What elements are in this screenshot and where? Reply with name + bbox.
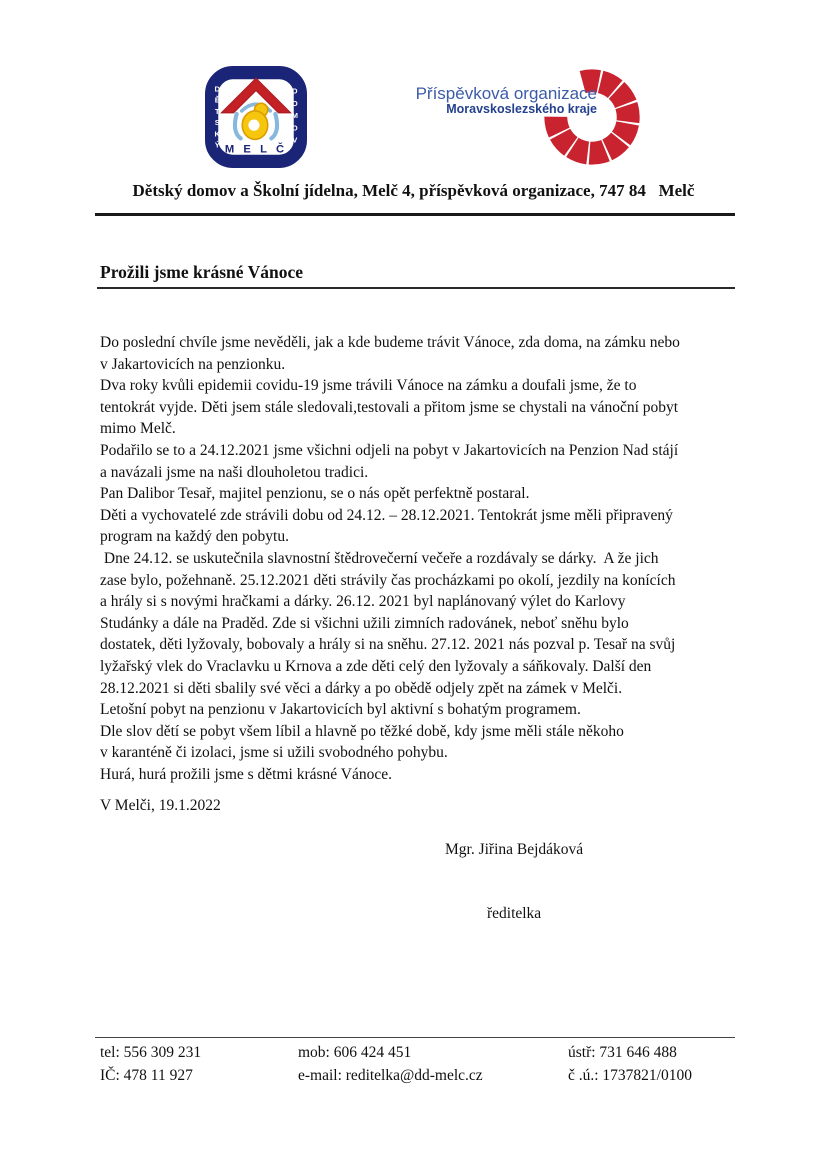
body-line: Děti a vychovatelé zde strávili dobu od 24.12. – 28.12.2021. Tentokrát jsme měli připravený <box>100 506 673 524</box>
organization-header: Dětský domov a Školní jídelna, Melč 4, příspěvková organizace, 747 84 Melč <box>132 181 695 200</box>
footer-mob: mob: 606 424 451 <box>298 1044 412 1061</box>
body-line: Dva roky kvůli epidemii covidu-19 jsme trávili Vánoce na zámku a doufali jsme, že to <box>100 377 637 395</box>
letter-body <box>100 332 760 968</box>
body-lines <box>100 332 760 785</box>
body-line: 28.12.2021 si děti sbalily své věci a dárky a po obědě odjely zpět na zámek v Melči. <box>100 679 623 697</box>
body-line: Do poslední chvíle jsme nevěděli, jak a kde budeme trávit Vánoce, zda doma, na zámku nebo <box>100 334 680 351</box>
body-line: Dne 24.12. se uskutečnila slavnostní štědrovečerní večeře a rozdávaly se dárky. A že jich <box>100 549 659 567</box>
body-line: zase bylo, požehnaně. 25.12.2021 děti strávily čas procházkami po okolí, jezdily na konících <box>100 571 676 589</box>
svg-text:D: D <box>214 84 220 94</box>
prispevkova-organizace-label <box>416 85 597 116</box>
title-underline <box>97 287 735 289</box>
footer-email: e-mail: reditelka@dd-melc.cz <box>298 1067 483 1084</box>
document-title: Prožili jsme krásné Vánoce <box>100 262 304 282</box>
svg-text:V: V <box>292 135 298 145</box>
body-line: v Jakartovicích na penzionku. <box>100 355 286 373</box>
body-line: tentokrát vyjde. Děti jsem stále sledovali,testovali a přitom jsme se chystali na vánoční pobyt <box>100 398 679 416</box>
body-line: Dle slov dětí se pobyt všem líbil a hlavně po těžké době, kdy jsme měli stále někoho <box>100 722 624 740</box>
body-line: a hrály si s novými hračkami a dárky. 26.12. 2021 byl naplánovaný výlet do Karlovy <box>100 593 626 611</box>
svg-text:Ě: Ě <box>214 95 220 105</box>
footer-tel: tel: 556 309 231 <box>100 1044 202 1061</box>
moravskoslezsky-kraj-ring-icon <box>537 62 647 172</box>
svg-text:O: O <box>291 123 298 133</box>
body-line: mimo Melč. <box>100 420 176 438</box>
body-line: lyžařský vlek do Vraclavku u Krnova a zde děti celý den lyžovaly a sáňkovaly. Další den <box>100 657 652 675</box>
prispevkova-organizace-line1: Příspěvková organizace <box>415 84 597 103</box>
svg-text:Ý: Ý <box>214 140 220 150</box>
footer-ustr: ústř: 731 646 488 <box>568 1044 677 1061</box>
logo-melc-text: M E L Č <box>224 143 288 156</box>
svg-text:T: T <box>214 106 220 116</box>
svg-text:K: K <box>214 129 220 139</box>
moravskoslezsky-kraj-line2: Moravskoslezského kraje <box>446 101 597 116</box>
signature-block <box>445 795 583 968</box>
footer-rule <box>95 1037 735 1038</box>
svg-text:O: O <box>291 98 298 108</box>
detsky-domov-melc-logo-graphic <box>205 66 307 168</box>
header-rule <box>95 213 735 216</box>
body-line: Podařilo se to a 24.12.2021 jsme všichni odjeli na pobyt v Jakartovicích na Penzion Nad stájí <box>100 441 679 459</box>
body-line: dostatek, děti lyžovaly, bobovaly a hrály si na sněhu. 27.12. 2021 nás pozval p. Tesař na svůj <box>100 636 676 654</box>
place-and-date: V Melči, 19.1.2022 <box>100 797 221 815</box>
signer-name: Mgr. Jiřina Bejdáková <box>445 840 584 858</box>
svg-text:D: D <box>292 86 298 96</box>
signer-title: ředitelka <box>486 905 542 923</box>
body-line: Hurá, hurá prožili jsme s dětmi krásné Vánoce. <box>100 765 392 783</box>
body-line: program na každý den pobytu. <box>100 528 289 546</box>
body-line: Letošní pobyt na penzionu v Jakartovicích byl aktivní s bohatým programem. <box>100 701 581 719</box>
body-line: Pan Dalibor Tesař, majitel penzionu, se o nás opět perfektně postaral. <box>100 485 530 503</box>
body-line: Studánky a dále na Praděd. Zde si všichni užili zimních radovánek, neboť sněhu bylo <box>100 614 629 632</box>
svg-text:M: M <box>291 111 298 121</box>
footer-contacts <box>100 1041 740 1087</box>
signature-row <box>100 795 760 968</box>
footer-ic: IČ: 478 11 927 <box>100 1067 193 1084</box>
svg-text:S: S <box>214 118 220 128</box>
detsky-domov-melc-logo <box>205 66 307 168</box>
footer-account: č .ú.: 1737821/0100 <box>568 1067 692 1084</box>
body-line: a navázali jsme na naši dlouholetou tradici. <box>100 463 369 481</box>
footer-row-1 <box>100 1041 740 1064</box>
body-line: v karanténě či izolaci, jsme si užili svobodného pohybu. <box>100 744 448 762</box>
footer-row-2 <box>100 1064 740 1087</box>
